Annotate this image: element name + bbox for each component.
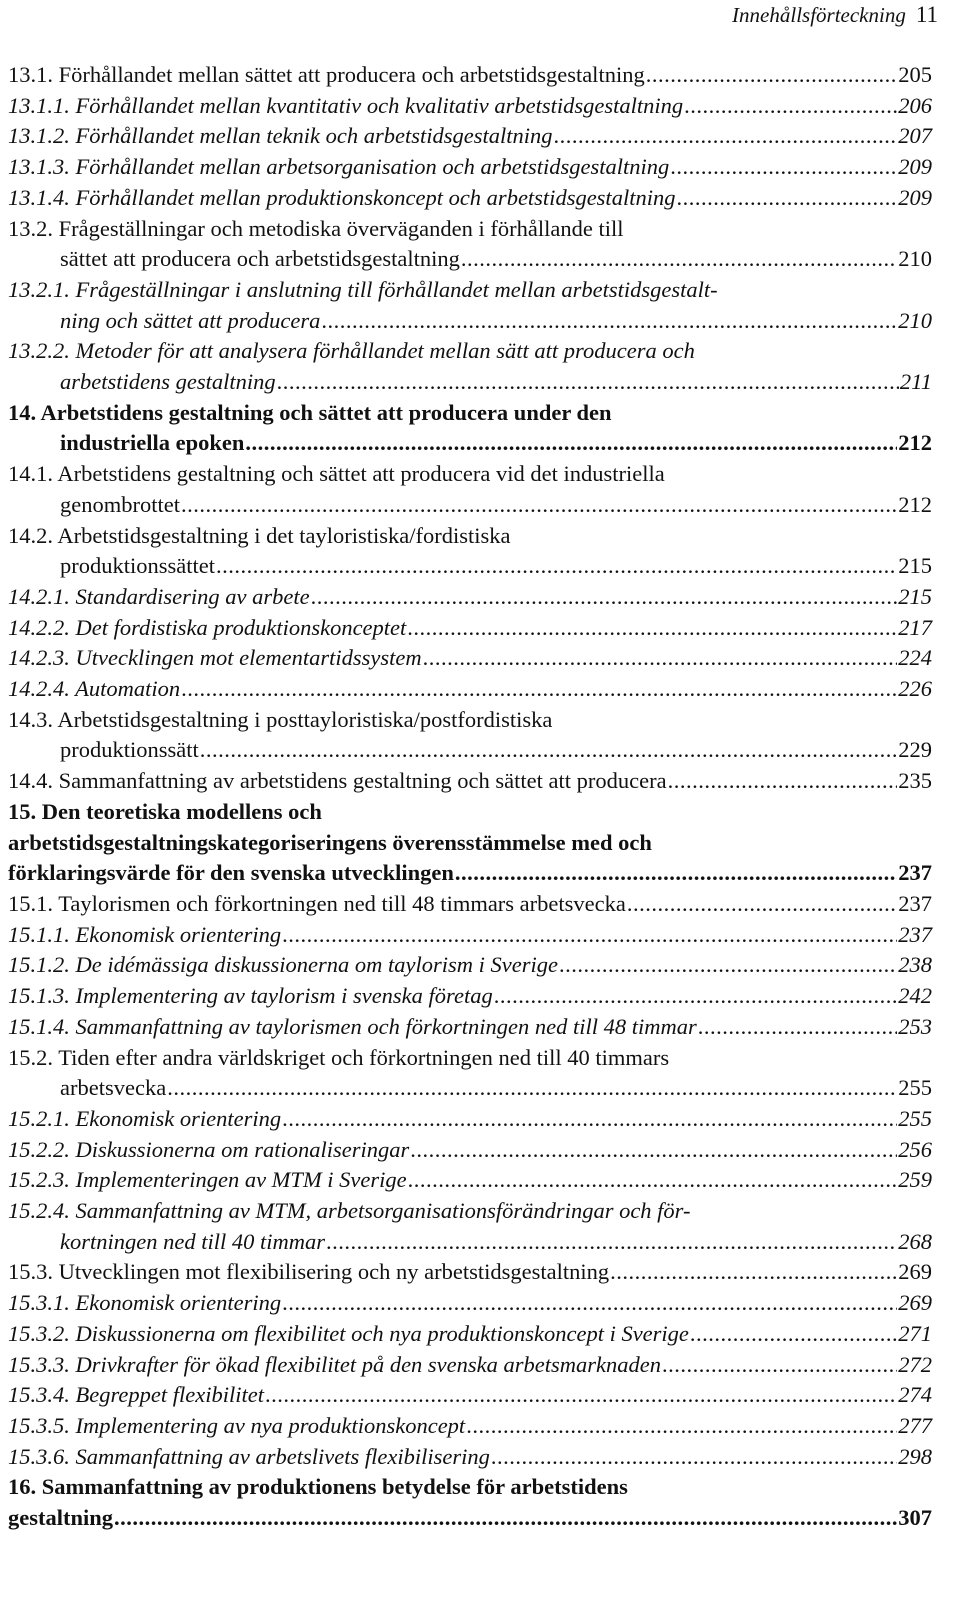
toc-entry-line bbox=[8, 91, 932, 122]
toc-entry-text: arbetstidsgestaltningskategoriseringens överensstämmelse med och bbox=[8, 829, 652, 855]
toc-entry[interactable] bbox=[8, 1350, 932, 1381]
toc-entry-text: 15.1. Taylorismen och förkortningen ned till 48 timmars arbetsvecka bbox=[8, 890, 626, 916]
toc-entry-line bbox=[8, 1288, 932, 1319]
toc-entry[interactable] bbox=[8, 643, 932, 674]
toc-entry[interactable] bbox=[8, 121, 932, 152]
dot-leader bbox=[627, 889, 897, 920]
dot-leader bbox=[559, 950, 897, 981]
toc-page-number: 205 bbox=[898, 62, 932, 87]
dot-leader bbox=[423, 643, 898, 674]
toc-entry[interactable] bbox=[8, 920, 932, 951]
toc-entry[interactable] bbox=[8, 1472, 932, 1533]
toc-entry-text: 15.3. Utvecklingen mot flexibilisering och ny arbetstidsgestaltning bbox=[8, 1259, 610, 1285]
toc-entry-line bbox=[8, 981, 932, 1012]
toc-entry-line bbox=[8, 1104, 932, 1135]
toc-entry[interactable] bbox=[8, 1196, 932, 1257]
toc-entry-line bbox=[8, 582, 932, 613]
toc-page-number: 237 bbox=[898, 921, 932, 947]
toc-entry-text: 15.2.3. Implementeringen av MTM i Sverige bbox=[8, 1167, 407, 1193]
toc-entry-line bbox=[8, 1012, 932, 1043]
toc-page-number: 256 bbox=[898, 1136, 932, 1162]
toc-entry-text: kortningen ned till 40 timmar bbox=[60, 1228, 325, 1254]
toc-entry-line bbox=[8, 367, 932, 398]
toc-page-number: 210 bbox=[898, 307, 932, 333]
toc-page-number: 268 bbox=[898, 1228, 932, 1254]
dot-leader bbox=[466, 1411, 897, 1442]
toc-entry-text: 15.3.2. Diskussionerna om flexibilitet och nya produktionskoncept i Sverige bbox=[8, 1320, 689, 1346]
toc-page-number: 224 bbox=[898, 645, 932, 671]
toc-entry-line bbox=[8, 1227, 932, 1258]
toc-entry-line bbox=[8, 1380, 932, 1411]
toc-page-number: 235 bbox=[898, 768, 932, 794]
toc-page-number: 274 bbox=[898, 1382, 932, 1408]
toc-entry-text: 15.1.2. De idémässiga diskussionerna om taylorism i Sverige bbox=[8, 952, 558, 978]
toc-entry-text: 14.3. Arbetstidsgestaltning i posttayloristiska/postfordistiska bbox=[8, 706, 553, 732]
toc-entry-line bbox=[8, 1165, 932, 1196]
toc-page-number: 298 bbox=[898, 1443, 932, 1469]
toc-entry[interactable] bbox=[8, 521, 932, 582]
toc-entry-text: produktionssättet bbox=[60, 553, 215, 579]
toc-page-number: 255 bbox=[898, 1105, 932, 1131]
toc-entry[interactable] bbox=[8, 1319, 932, 1350]
dot-leader bbox=[684, 91, 897, 122]
toc-entry-line bbox=[8, 490, 932, 521]
toc-entry-text: 14.2.4. Automation bbox=[8, 676, 181, 702]
dot-leader bbox=[114, 1503, 897, 1534]
dot-leader bbox=[326, 1227, 897, 1258]
dot-leader bbox=[167, 1073, 897, 1104]
toc-entry-text: 15.2.2. Diskussionerna om rationaliseringar bbox=[8, 1136, 410, 1162]
toc-entry-line bbox=[8, 889, 932, 920]
toc-entry[interactable] bbox=[8, 1442, 932, 1473]
toc-entry-text: 13.1. Förhållandet mellan sättet att producera och arbetstidsgestaltning bbox=[8, 62, 645, 87]
dot-leader bbox=[216, 551, 897, 582]
dot-leader bbox=[698, 1012, 898, 1043]
toc-entry-text: 15.3.5. Implementering av nya produktionskoncept bbox=[8, 1412, 466, 1438]
toc-entry-line bbox=[8, 613, 932, 644]
toc-entry-line bbox=[8, 950, 932, 981]
toc-entry-text: ning och sättet att producera bbox=[60, 307, 321, 333]
toc-entry[interactable] bbox=[8, 1104, 932, 1135]
toc-page-number: 269 bbox=[898, 1290, 932, 1316]
toc-page-number: 215 bbox=[898, 583, 932, 609]
toc-entry-text: 15.1.1. Ekonomisk orientering bbox=[8, 921, 282, 947]
toc-entry[interactable] bbox=[8, 950, 932, 981]
toc-page-number: 215 bbox=[898, 553, 932, 579]
toc-page-number: 212 bbox=[898, 430, 932, 456]
toc-entry[interactable] bbox=[8, 183, 932, 214]
toc-entry[interactable] bbox=[8, 981, 932, 1012]
toc-entry[interactable] bbox=[8, 398, 932, 459]
toc-page-number: 237 bbox=[898, 890, 932, 916]
dot-leader bbox=[200, 735, 898, 766]
toc-entry-text: industriella epoken bbox=[60, 430, 245, 456]
toc-page-number: 271 bbox=[898, 1320, 932, 1346]
toc-entry[interactable] bbox=[8, 1380, 932, 1411]
dot-leader bbox=[494, 981, 898, 1012]
dot-leader bbox=[610, 1257, 897, 1288]
table-of-contents bbox=[0, 60, 960, 1534]
toc-entry-text: 15.2.1. Ekonomisk orientering bbox=[8, 1105, 282, 1131]
dot-leader bbox=[407, 613, 897, 644]
toc-entry-text: gestaltning bbox=[8, 1505, 114, 1531]
toc-entry[interactable] bbox=[8, 1135, 932, 1166]
toc-entry-line bbox=[8, 920, 932, 951]
toc-entry-line bbox=[8, 858, 932, 889]
toc-entry-line bbox=[8, 1135, 932, 1166]
toc-entry[interactable] bbox=[8, 613, 932, 644]
toc-entry-line bbox=[8, 1411, 932, 1442]
dot-leader bbox=[408, 1165, 898, 1196]
dot-leader bbox=[181, 674, 897, 705]
toc-entry-text: 13.2.2. Metoder för att analysera förhållandet mellan sätt att producera och bbox=[8, 338, 695, 364]
toc-entry-text: 13.2. Frågeställningar och metodiska överväganden i förhållande till bbox=[8, 215, 624, 241]
toc-entry-line bbox=[8, 1257, 932, 1288]
toc-page-number: 217 bbox=[898, 614, 932, 640]
dot-leader bbox=[311, 582, 898, 613]
toc-entry[interactable] bbox=[8, 1257, 932, 1288]
toc-entry-line bbox=[8, 1442, 932, 1473]
toc-page-number: 210 bbox=[898, 246, 932, 272]
toc-entry-line bbox=[8, 551, 932, 582]
toc-entry-text: 13.1.4. Förhållandet mellan produktionskoncept och arbetstidsgestaltning bbox=[8, 184, 676, 210]
toc-entry-line bbox=[8, 643, 932, 674]
toc-entry[interactable] bbox=[8, 705, 932, 766]
dot-leader bbox=[662, 1350, 897, 1381]
dot-leader bbox=[690, 1319, 897, 1350]
toc-entry-text: 15.3.3. Drivkrafter för ökad flexibilitet på den svenska arbetsmarknaden bbox=[8, 1351, 662, 1377]
toc-entry-line bbox=[8, 1073, 932, 1104]
toc-entry-line bbox=[8, 1319, 932, 1350]
dot-leader bbox=[245, 428, 897, 459]
toc-page-number: 272 bbox=[898, 1351, 932, 1377]
toc-entry-text: 14.2.1. Standardisering av arbete bbox=[8, 583, 310, 609]
toc-entry-text: 14.2. Arbetstidsgestaltning i det tayloristiska/fordistiska bbox=[8, 522, 511, 548]
toc-entry[interactable] bbox=[8, 1165, 932, 1196]
toc-page-number: 209 bbox=[898, 154, 932, 180]
toc-entry-text: 16. Sammanfattning av produktionens betydelse för arbetstidens bbox=[8, 1474, 628, 1500]
toc-entry-line bbox=[8, 766, 932, 797]
toc-entry-text: 15.2. Tiden efter andra världskriget och förkortningen ned till 40 timmars bbox=[8, 1044, 670, 1070]
toc-entry-text: 14.1. Arbetstidens gestaltning och sättet att producera vid det industriella bbox=[8, 461, 665, 487]
toc-entry-text: 15.1.4. Sammanfattning av taylorismen och förkortningen ned till 48 timmar bbox=[8, 1013, 697, 1039]
dot-leader bbox=[646, 60, 898, 91]
toc-page-number: 207 bbox=[898, 123, 932, 149]
dot-leader bbox=[676, 183, 897, 214]
toc-entry-text: 13.2.1. Frågeställningar i anslutning till förhållandet mellan arbetstidsgestalt- bbox=[8, 276, 718, 302]
toc-page-number: 269 bbox=[898, 1259, 932, 1285]
toc-page-number: 226 bbox=[898, 676, 932, 702]
toc-page-number: 277 bbox=[898, 1412, 932, 1438]
toc-entry[interactable] bbox=[8, 152, 932, 183]
dot-leader bbox=[282, 1104, 897, 1135]
toc-entry[interactable] bbox=[8, 1288, 932, 1319]
header-page-number: 11 bbox=[915, 2, 938, 27]
dot-leader bbox=[461, 244, 897, 275]
toc-entry[interactable] bbox=[8, 275, 932, 336]
dot-leader bbox=[282, 920, 897, 951]
running-header bbox=[732, 2, 938, 28]
toc-page-number: 259 bbox=[898, 1167, 932, 1193]
dot-leader bbox=[277, 367, 899, 398]
toc-page-number: 237 bbox=[898, 860, 932, 886]
toc-entry[interactable] bbox=[8, 582, 932, 613]
toc-page-number: 211 bbox=[899, 369, 932, 395]
toc-entry[interactable] bbox=[8, 336, 932, 397]
toc-entry-line bbox=[8, 1350, 932, 1381]
toc-entry[interactable] bbox=[8, 674, 932, 705]
toc-page-number: 206 bbox=[898, 92, 932, 118]
toc-entry[interactable] bbox=[8, 797, 932, 889]
toc-entry-text: 15.3.4. Begreppet flexibilitet bbox=[8, 1382, 264, 1408]
toc-entry-text: sättet att producera och arbetstidsgestaltning bbox=[60, 246, 460, 272]
toc-entry[interactable] bbox=[8, 1012, 932, 1043]
dot-leader bbox=[554, 121, 898, 152]
toc-entry[interactable] bbox=[8, 214, 932, 275]
toc-page-number: 209 bbox=[898, 184, 932, 210]
toc-entry-line bbox=[8, 735, 932, 766]
toc-page-number: 307 bbox=[898, 1505, 932, 1531]
dot-leader bbox=[181, 490, 897, 521]
toc-entry-line bbox=[8, 183, 932, 214]
toc-entry-line bbox=[8, 674, 932, 705]
toc-entry-text: 15.3.1. Ekonomisk orientering bbox=[8, 1290, 282, 1316]
dot-leader bbox=[265, 1380, 897, 1411]
toc-entry[interactable] bbox=[8, 766, 932, 797]
toc-entry-text: 15. Den teoretiska modellens och bbox=[8, 798, 322, 824]
toc-entry-line bbox=[8, 121, 932, 152]
dot-leader bbox=[455, 858, 897, 889]
toc-entry-line bbox=[8, 428, 932, 459]
toc-page-number: 229 bbox=[898, 737, 932, 763]
toc-entry[interactable] bbox=[8, 91, 932, 122]
dot-leader bbox=[491, 1442, 897, 1473]
toc-entry-line bbox=[8, 1503, 932, 1534]
toc-entry-line bbox=[8, 306, 932, 337]
dot-leader bbox=[410, 1135, 897, 1166]
toc-page-number: 242 bbox=[898, 983, 932, 1009]
toc-entry-text: 15.2.4. Sammanfattning av MTM, arbetsorganisationsförändringar och för- bbox=[8, 1198, 691, 1224]
toc-page-number: 255 bbox=[898, 1075, 932, 1101]
toc-entry[interactable] bbox=[8, 1043, 932, 1104]
toc-entry[interactable] bbox=[8, 1411, 932, 1442]
toc-entry-text: produktionssätt bbox=[60, 737, 199, 763]
toc-entry-text: arbetsvecka bbox=[60, 1075, 167, 1101]
toc-entry-text: 13.1.2. Förhållandet mellan teknik och arbetstidsgestaltning bbox=[8, 123, 553, 149]
toc-entry-text: genombrottet bbox=[60, 491, 180, 517]
toc-entry-line bbox=[8, 60, 932, 91]
dot-leader bbox=[668, 766, 898, 797]
toc-entry-text: 13.1.1. Förhållandet mellan kvantitativ och kvalitativ arbetstidsgestaltning bbox=[8, 92, 684, 118]
toc-entry-text: arbetstidens gestaltning bbox=[60, 369, 276, 395]
toc-entry[interactable] bbox=[8, 459, 932, 520]
dot-leader bbox=[282, 1288, 897, 1319]
toc-entry-text: 14.2.3. Utvecklingen mot elementartidssystem bbox=[8, 645, 422, 671]
toc-entry-line bbox=[8, 152, 932, 183]
toc-entry-text: 14. Arbetstidens gestaltning och sättet att producera under den bbox=[8, 399, 612, 425]
toc-page-number: 253 bbox=[898, 1013, 932, 1039]
toc-entry-text: 14.2.2. Det fordistiska produktionskonceptet bbox=[8, 614, 407, 640]
dot-leader bbox=[321, 306, 897, 337]
toc-entry-text: förklaringsvärde för den svenska utvecklingen bbox=[8, 860, 454, 886]
toc-entry[interactable] bbox=[8, 60, 932, 91]
toc-entry-text: 14.4. Sammanfattning av arbetstidens gestaltning och sättet att producera bbox=[8, 768, 667, 794]
toc-page-number: 238 bbox=[898, 952, 932, 978]
toc-page-number: 212 bbox=[898, 491, 932, 517]
toc-entry-text: 15.1.3. Implementering av taylorism i svenska företag bbox=[8, 983, 493, 1009]
dot-leader bbox=[670, 152, 897, 183]
header-title: Innehållsförteckning bbox=[732, 3, 906, 27]
toc-entry-text: 15.3.6. Sammanfattning av arbetslivets flexibilisering bbox=[8, 1443, 490, 1469]
toc-entry-line bbox=[8, 244, 932, 275]
toc-entry[interactable] bbox=[8, 889, 932, 920]
toc-entry-text: 13.1.3. Förhållandet mellan arbetsorganisation och arbetstidsgestaltning bbox=[8, 154, 670, 180]
